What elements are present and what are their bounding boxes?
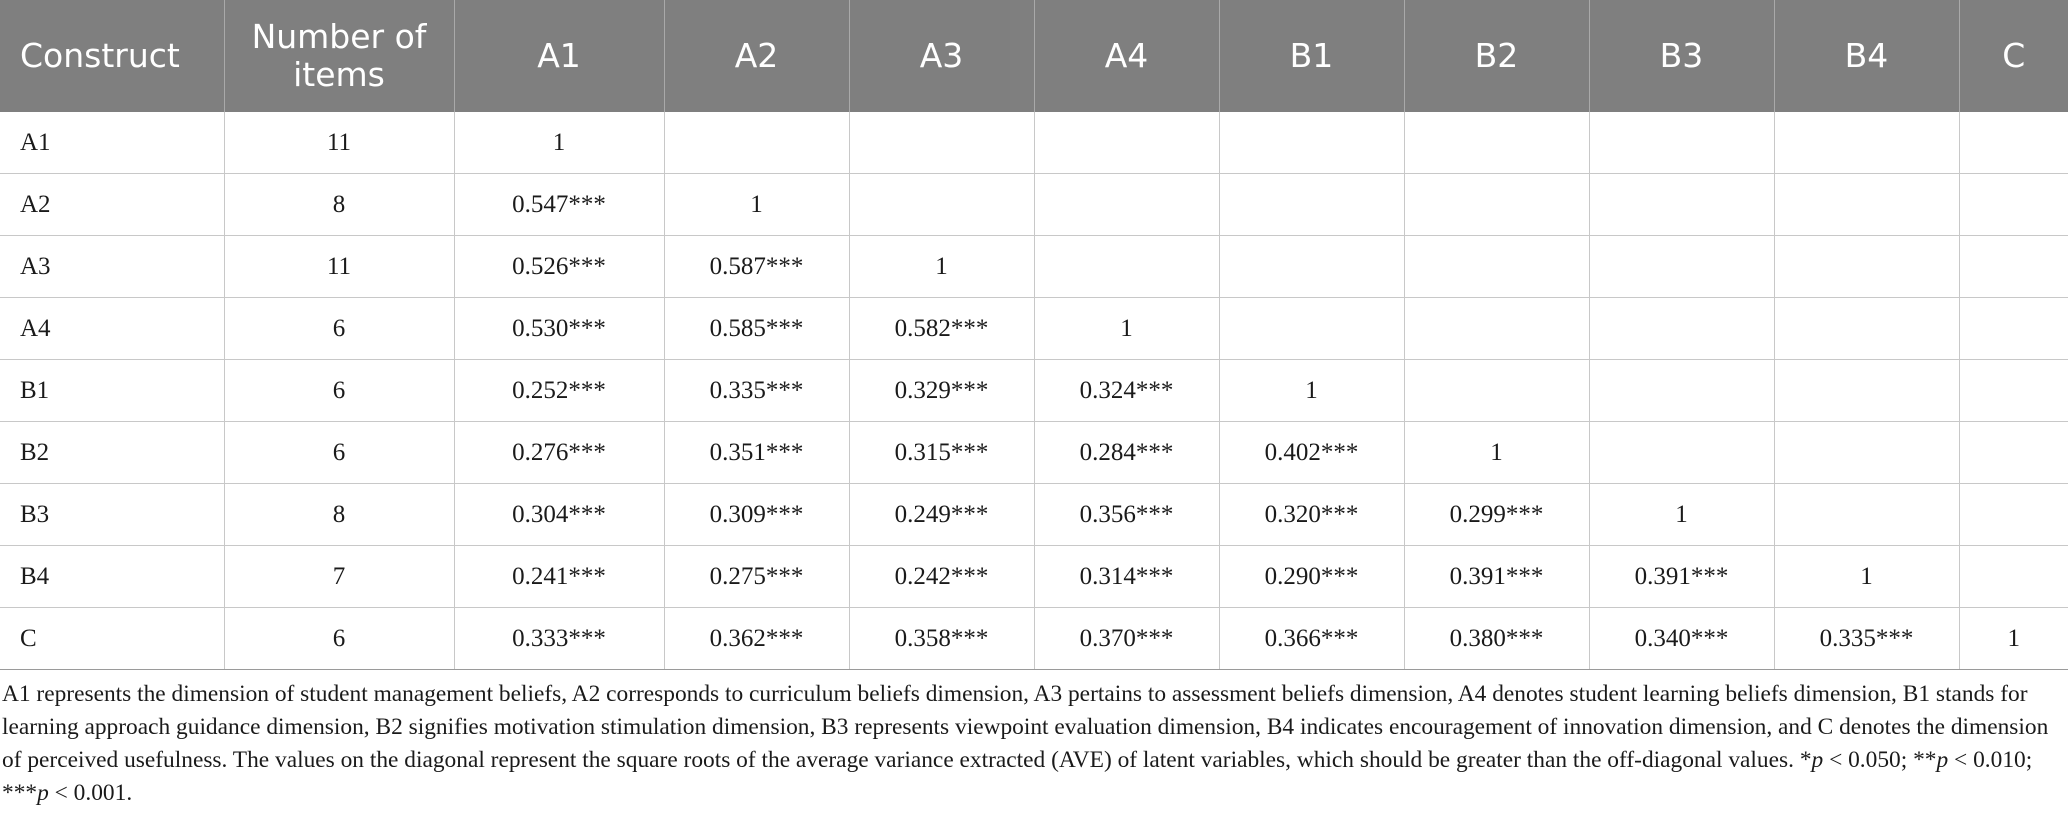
- correlation-cell: [1959, 174, 2068, 236]
- correlation-cell: [1959, 298, 2068, 360]
- column-header-a4: A4: [1034, 0, 1219, 112]
- correlation-cell: [1959, 484, 2068, 546]
- correlation-cell: [1589, 112, 1774, 174]
- table-row: [0, 608, 2068, 670]
- correlation-cell: [1404, 298, 1589, 360]
- correlation-cell: 0.276***: [454, 422, 664, 484]
- correlation-cell: 0.304***: [454, 484, 664, 546]
- correlation-cell: 0.324***: [1034, 360, 1219, 422]
- correlation-cell: 0.309***: [664, 484, 849, 546]
- table-row: [0, 484, 2068, 546]
- correlation-cell: 1: [664, 174, 849, 236]
- correlation-cell: 0.329***: [849, 360, 1034, 422]
- row-label-cell: A3: [0, 236, 224, 298]
- item-count-cell: 11: [224, 112, 454, 174]
- header-row: [0, 0, 2068, 112]
- correlation-cell: [664, 112, 849, 174]
- column-header-b3: B3: [1589, 0, 1774, 112]
- item-count-cell: 7: [224, 546, 454, 608]
- correlation-cell: 0.351***: [664, 422, 849, 484]
- correlation-cell: 0.284***: [1034, 422, 1219, 484]
- correlation-cell: [1219, 298, 1404, 360]
- correlation-cell: 0.402***: [1219, 422, 1404, 484]
- correlation-cell: [1219, 174, 1404, 236]
- correlation-cell: 0.391***: [1404, 546, 1589, 608]
- table-row: [0, 546, 2068, 608]
- correlation-cell: [849, 174, 1034, 236]
- table-row: [0, 174, 2068, 236]
- table-footnote: [0, 678, 2068, 810]
- correlation-cell: 0.320***: [1219, 484, 1404, 546]
- table-body: [0, 112, 2068, 670]
- correlation-cell: 0.335***: [1774, 608, 1959, 670]
- column-header-b2: B2: [1404, 0, 1589, 112]
- correlation-cell: 0.380***: [1404, 608, 1589, 670]
- correlation-cell: [1774, 360, 1959, 422]
- column-header-number-of-items: Number of items: [224, 0, 454, 112]
- correlation-cell: 0.252***: [454, 360, 664, 422]
- correlation-cell: 1: [1404, 422, 1589, 484]
- row-label-cell: A2: [0, 174, 224, 236]
- footnote-sig-level-1: *p < 0.050;: [1799, 747, 1914, 773]
- correlation-cell: 0.370***: [1034, 608, 1219, 670]
- correlation-cell: 1: [1589, 484, 1774, 546]
- correlation-cell: 0.526***: [454, 236, 664, 298]
- column-header-a2: A2: [664, 0, 849, 112]
- correlation-cell: 1: [849, 236, 1034, 298]
- correlation-cell: [1404, 360, 1589, 422]
- row-label-cell: A4: [0, 298, 224, 360]
- table-row: [0, 112, 2068, 174]
- correlation-cell: 0.335***: [664, 360, 849, 422]
- row-label-cell: B3: [0, 484, 224, 546]
- item-count-cell: 6: [224, 360, 454, 422]
- correlation-cell: 0.242***: [849, 546, 1034, 608]
- correlation-cell: [1034, 174, 1219, 236]
- correlation-cell: 0.358***: [849, 608, 1034, 670]
- correlation-cell: [1404, 236, 1589, 298]
- column-header-b4: B4: [1774, 0, 1959, 112]
- column-header-b1: B1: [1219, 0, 1404, 112]
- column-header-a3: A3: [849, 0, 1034, 112]
- correlation-cell: 0.366***: [1219, 608, 1404, 670]
- row-label-cell: C: [0, 608, 224, 670]
- correlation-cell: [1589, 422, 1774, 484]
- correlation-cell: 1: [1034, 298, 1219, 360]
- table-row: [0, 422, 2068, 484]
- item-count-cell: 8: [224, 484, 454, 546]
- correlation-cell: [1589, 298, 1774, 360]
- row-label-cell: B1: [0, 360, 224, 422]
- correlation-cell: [1589, 360, 1774, 422]
- correlation-cell: 0.356***: [1034, 484, 1219, 546]
- column-header-c: C: [1959, 0, 2068, 112]
- correlation-cell: 0.585***: [664, 298, 849, 360]
- correlation-cell: [1959, 236, 2068, 298]
- correlation-cell: 0.249***: [849, 484, 1034, 546]
- row-label-cell: B2: [0, 422, 224, 484]
- row-label-cell: A1: [0, 112, 224, 174]
- correlation-cell: [1034, 236, 1219, 298]
- footnote-sig-level-2: **p < 0.010;: [1913, 747, 2033, 773]
- footnote-sig-level-3: ***p < 0.001.: [2, 780, 133, 806]
- correlation-cell: 0.391***: [1589, 546, 1774, 608]
- correlation-cell: 1: [454, 112, 664, 174]
- correlation-cell: [1959, 360, 2068, 422]
- correlation-cell: [1959, 112, 2068, 174]
- correlation-cell: [1774, 422, 1959, 484]
- correlation-cell: [1959, 546, 2068, 608]
- item-count-cell: 6: [224, 608, 454, 670]
- correlation-cell: 0.275***: [664, 546, 849, 608]
- column-header-a1: A1: [454, 0, 664, 112]
- correlation-cell: 0.530***: [454, 298, 664, 360]
- correlation-cell: 0.340***: [1589, 608, 1774, 670]
- correlation-cell: [1959, 422, 2068, 484]
- correlation-cell: [1774, 298, 1959, 360]
- item-count-cell: 11: [224, 236, 454, 298]
- correlation-cell: 0.314***: [1034, 546, 1219, 608]
- table-header: [0, 0, 2068, 112]
- correlation-cell: [1219, 236, 1404, 298]
- item-count-cell: 6: [224, 298, 454, 360]
- correlation-cell: 1: [1219, 360, 1404, 422]
- correlation-cell: 0.333***: [454, 608, 664, 670]
- correlation-cell: 0.315***: [849, 422, 1034, 484]
- table-row: [0, 360, 2068, 422]
- correlation-cell: 0.241***: [454, 546, 664, 608]
- correlation-cell: [849, 112, 1034, 174]
- item-count-cell: 6: [224, 422, 454, 484]
- correlation-cell: [1774, 484, 1959, 546]
- correlation-cell: 1: [1959, 608, 2068, 670]
- correlation-cell: [1404, 174, 1589, 236]
- correlation-cell: [1404, 112, 1589, 174]
- footnote-definitions: A1 represents the dimension of student management beliefs, A2 corresponds to curriculum beliefs dimension, A3 pertains to assessment beliefs dimension, A4 denotes student learning beliefs dimension, B1 stands for learning approach guidance dimension, B2 signifies motivation stimulation dimension, B3 represents viewpoint evaluation dimension, B4 indicates encouragement of innovation dimension, and C denotes the dimension of perceived usefulness. The values on the diagonal represent the square roots of the average variance extracted (AVE) of latent variables, which should be greater than the off-diagonal values.: [2, 681, 2049, 773]
- correlation-cell: 0.547***: [454, 174, 664, 236]
- column-header-construct: Construct: [0, 0, 224, 112]
- correlation-cell: [1589, 236, 1774, 298]
- correlation-cell: 1: [1774, 546, 1959, 608]
- correlation-cell: [1219, 112, 1404, 174]
- correlation-cell: 0.290***: [1219, 546, 1404, 608]
- correlation-cell: [1774, 174, 1959, 236]
- correlation-cell: 0.582***: [849, 298, 1034, 360]
- correlation-cell: [1774, 236, 1959, 298]
- correlation-cell: [1774, 112, 1959, 174]
- table-row: [0, 298, 2068, 360]
- correlation-cell: [1589, 174, 1774, 236]
- correlation-cell: 0.587***: [664, 236, 849, 298]
- item-count-cell: 8: [224, 174, 454, 236]
- correlation-cell: 0.299***: [1404, 484, 1589, 546]
- correlation-cell: 0.362***: [664, 608, 849, 670]
- row-label-cell: B4: [0, 546, 224, 608]
- table-row: [0, 236, 2068, 298]
- correlation-cell: [1034, 112, 1219, 174]
